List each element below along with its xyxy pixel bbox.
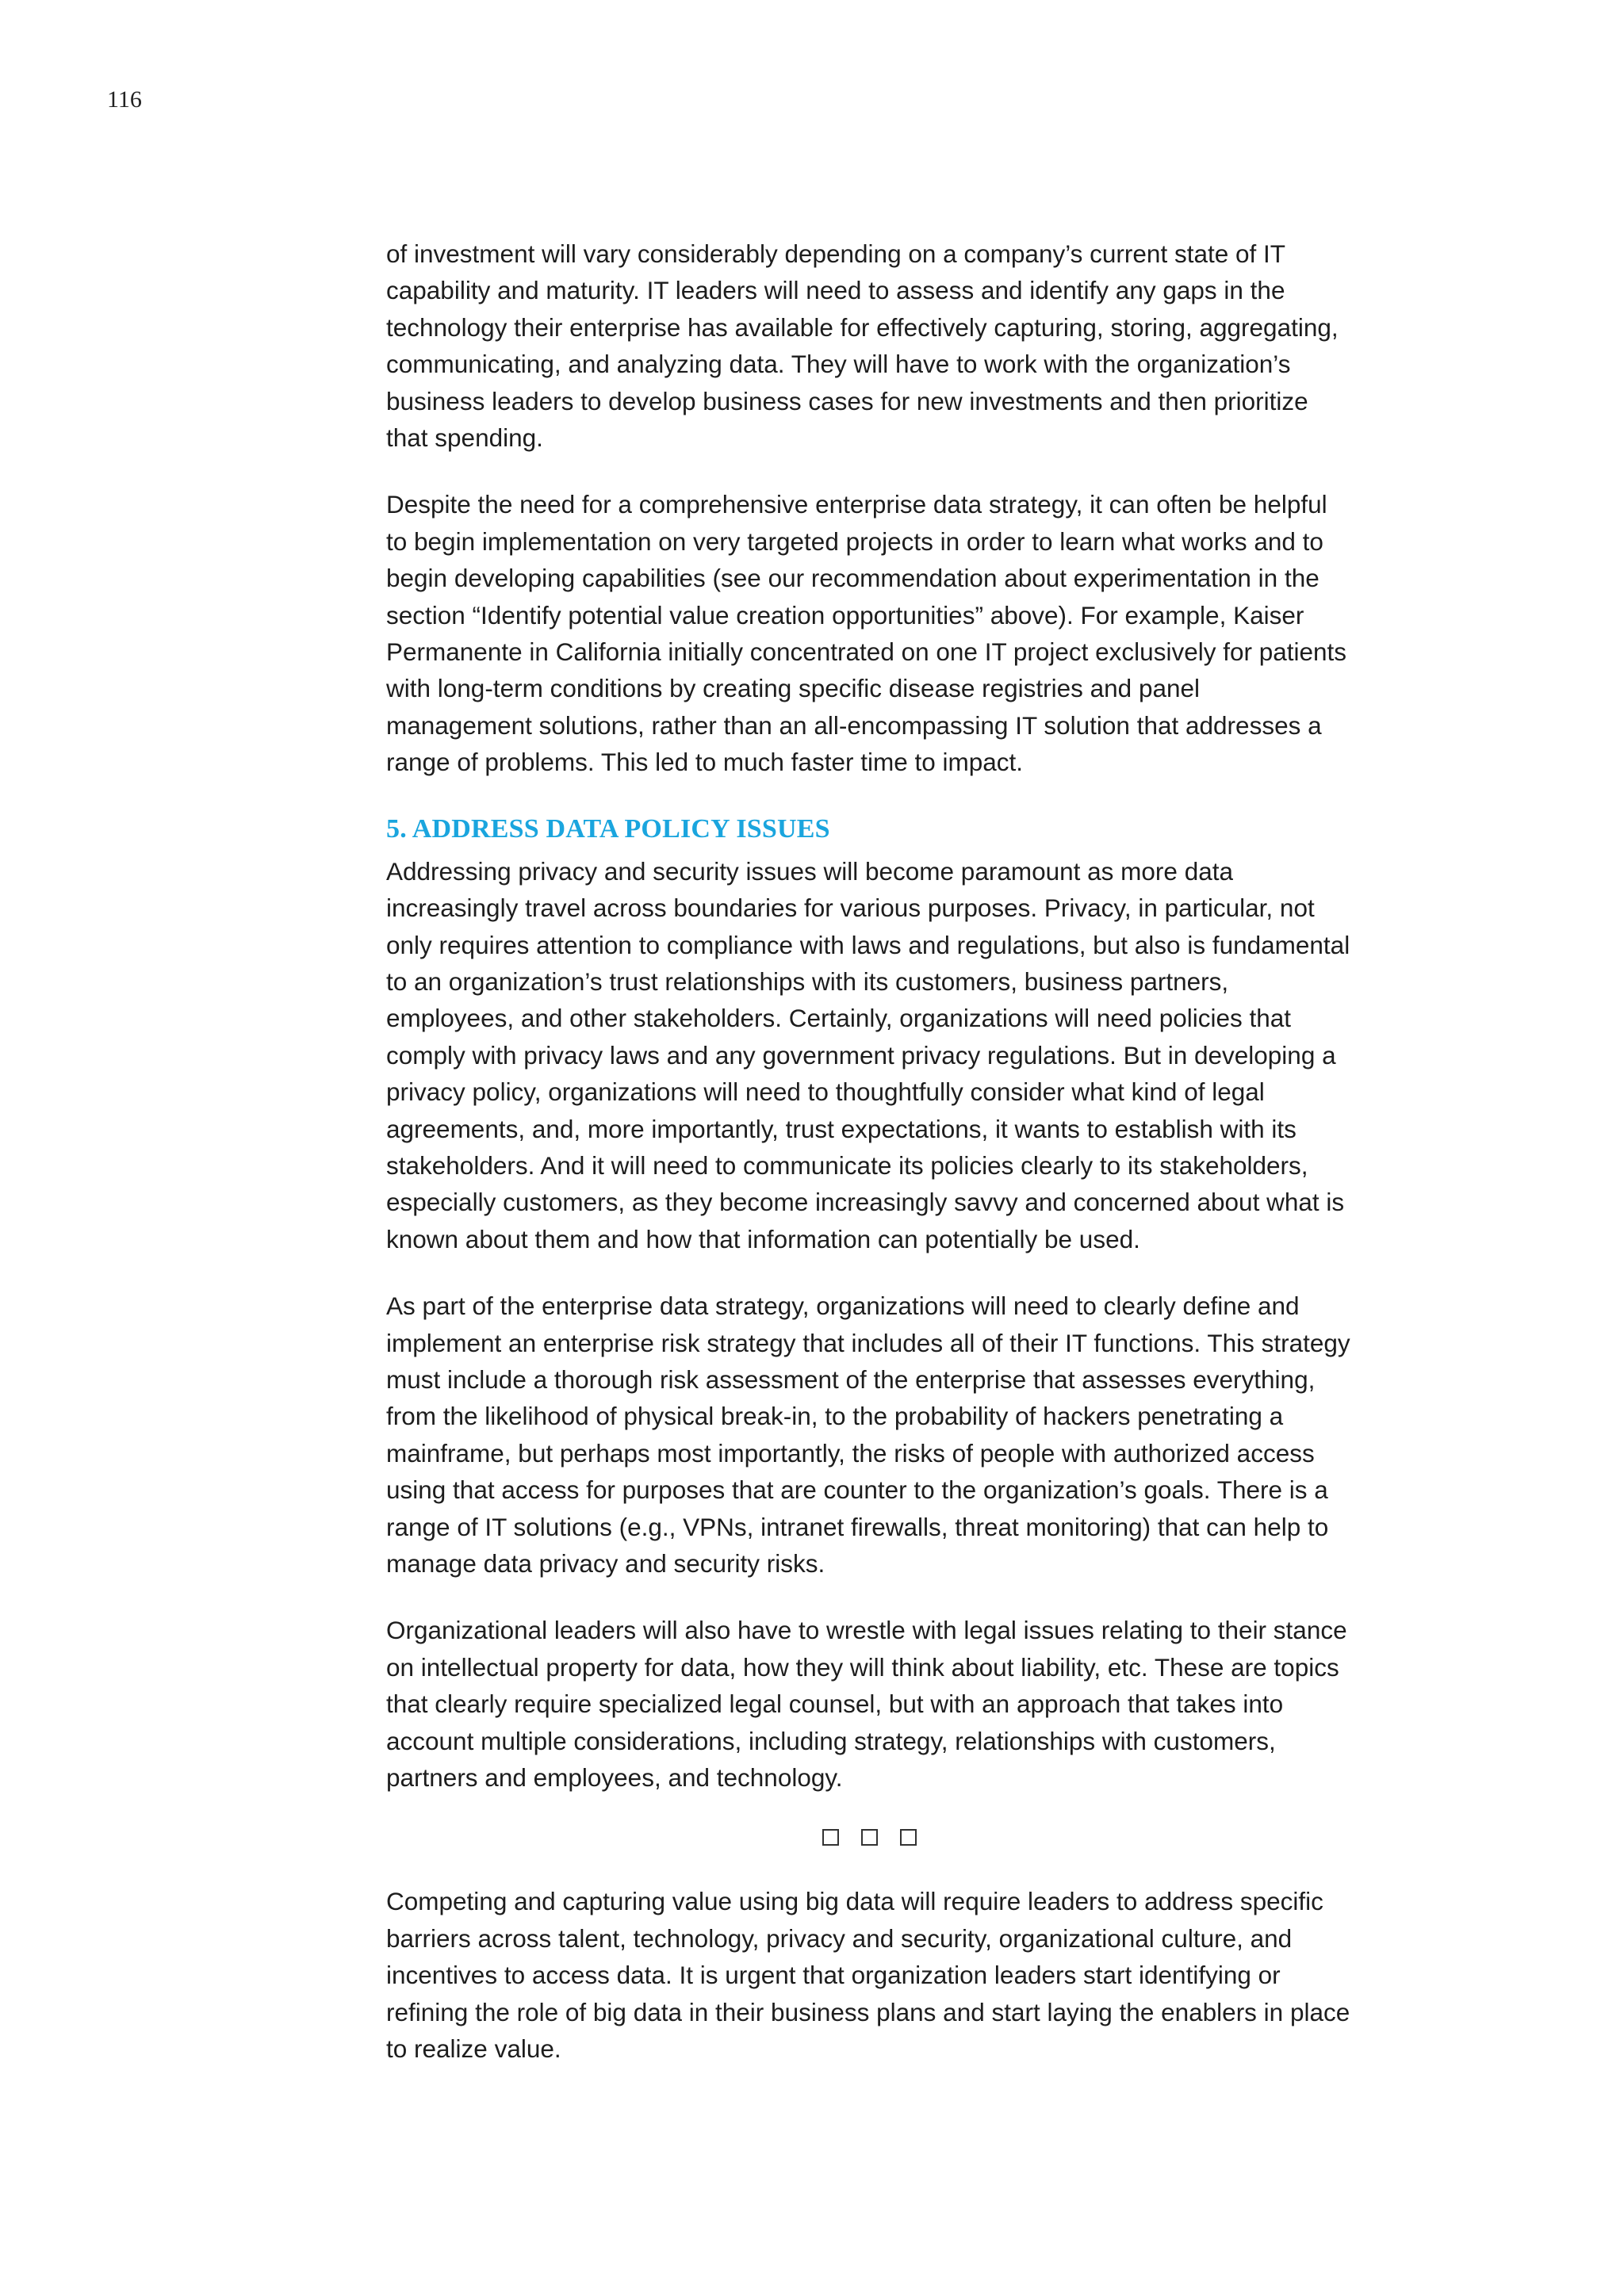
section-heading: 5. ADDRESS DATA POLICY ISSUES bbox=[386, 813, 830, 844]
section-divider bbox=[386, 1826, 1352, 1848]
closing-paragraph: Competing and capturing value using big data will require leaders to address specific barriers across talent, technology, privacy and security, organizational culture, and incentives to access data. It is urgent that organization leaders start identifying or refining the role of big data in their business plans and start laying the enablers in place to realize value. bbox=[386, 1887, 1350, 2064]
square-outline-icon bbox=[861, 1829, 878, 1846]
square-outline-icon bbox=[822, 1829, 839, 1846]
body-paragraph: Organizational leaders will also have to wrestle with legal issues relating to their stance on intellectual property for data, how they will think about liability, etc. These are topics that clearly require specialized legal counsel, but with an approach that takes into account multiple considerations, including strategy, relationships with customers, partners and employees, and technology. bbox=[386, 1616, 1347, 1793]
body-paragraph: Addressing privacy and security issues will become paramount as more data increasingly travel across boundaries for various purposes. Privacy, in particular, not only requires attention to compliance with laws and regulations, but also is fundamental to an organization’s trust relationships with its customers, business partners, employees, and other stakeholders. Certainly, organizations will need policies that comply with privacy laws and any government privacy regulations. But in developing a privacy policy, organizations will need to thoughtfully consider what kind of legal agreements, and, more importantly, trust expectations, it wants to establish with its stakeholders. And it will need to communicate its policies clearly to its stakeholders, especially customers, as they become increasingly savvy and concerned about what is known about them and how that information can potentially be used. bbox=[386, 856, 1350, 1253]
body-paragraph: As part of the enterprise data strategy, organizations will need to clearly define and implement an enterprise risk strategy that includes all of their IT functions. This strategy must include a thorough risk assessment of the enterprise that assesses everything, from the likelihood of physical break-in, to the probability of hackers penetrating a mainframe, but perhaps most importantly, the risks of people with authorized access using that access for purposes that are counter to the organization’s goals. There is a range of IT solutions (e.g., VPNs, intranet firewalls, threat monitoring) that can help to manage data privacy and security risks. bbox=[386, 1292, 1350, 1578]
page-number: 116 bbox=[107, 86, 142, 113]
square-outline-icon bbox=[900, 1829, 917, 1846]
body-paragraph: of investment will vary considerably depending on a company’s current state of IT capability and maturity. IT leaders will need to assess and identify any gaps in the technology their enterprise has available for effectively capturing, storing, aggregating, communicating, and analyzing data. They will have to work with the organization’s business leaders to develop business cases for new investments and then prioritize that spending. bbox=[386, 239, 1339, 453]
body-content bbox=[386, 235, 1352, 2097]
body-paragraph: Despite the need for a comprehensive enterprise data strategy, it can often be helpful to begin implementation on very targeted projects in order to learn what works and to begin developing capabilities (see our recommendation about experimentation in the section “Identify potential value creation opportunities” above). For example, Kaiser Permanente in California initially concentrated on one IT project exclusively for patients with long-term conditions by creating specific disease registries and panel management solutions, rather than an all-encompassing IT solution that addresses a range of problems. This led to much faster time to impact. bbox=[386, 490, 1347, 777]
